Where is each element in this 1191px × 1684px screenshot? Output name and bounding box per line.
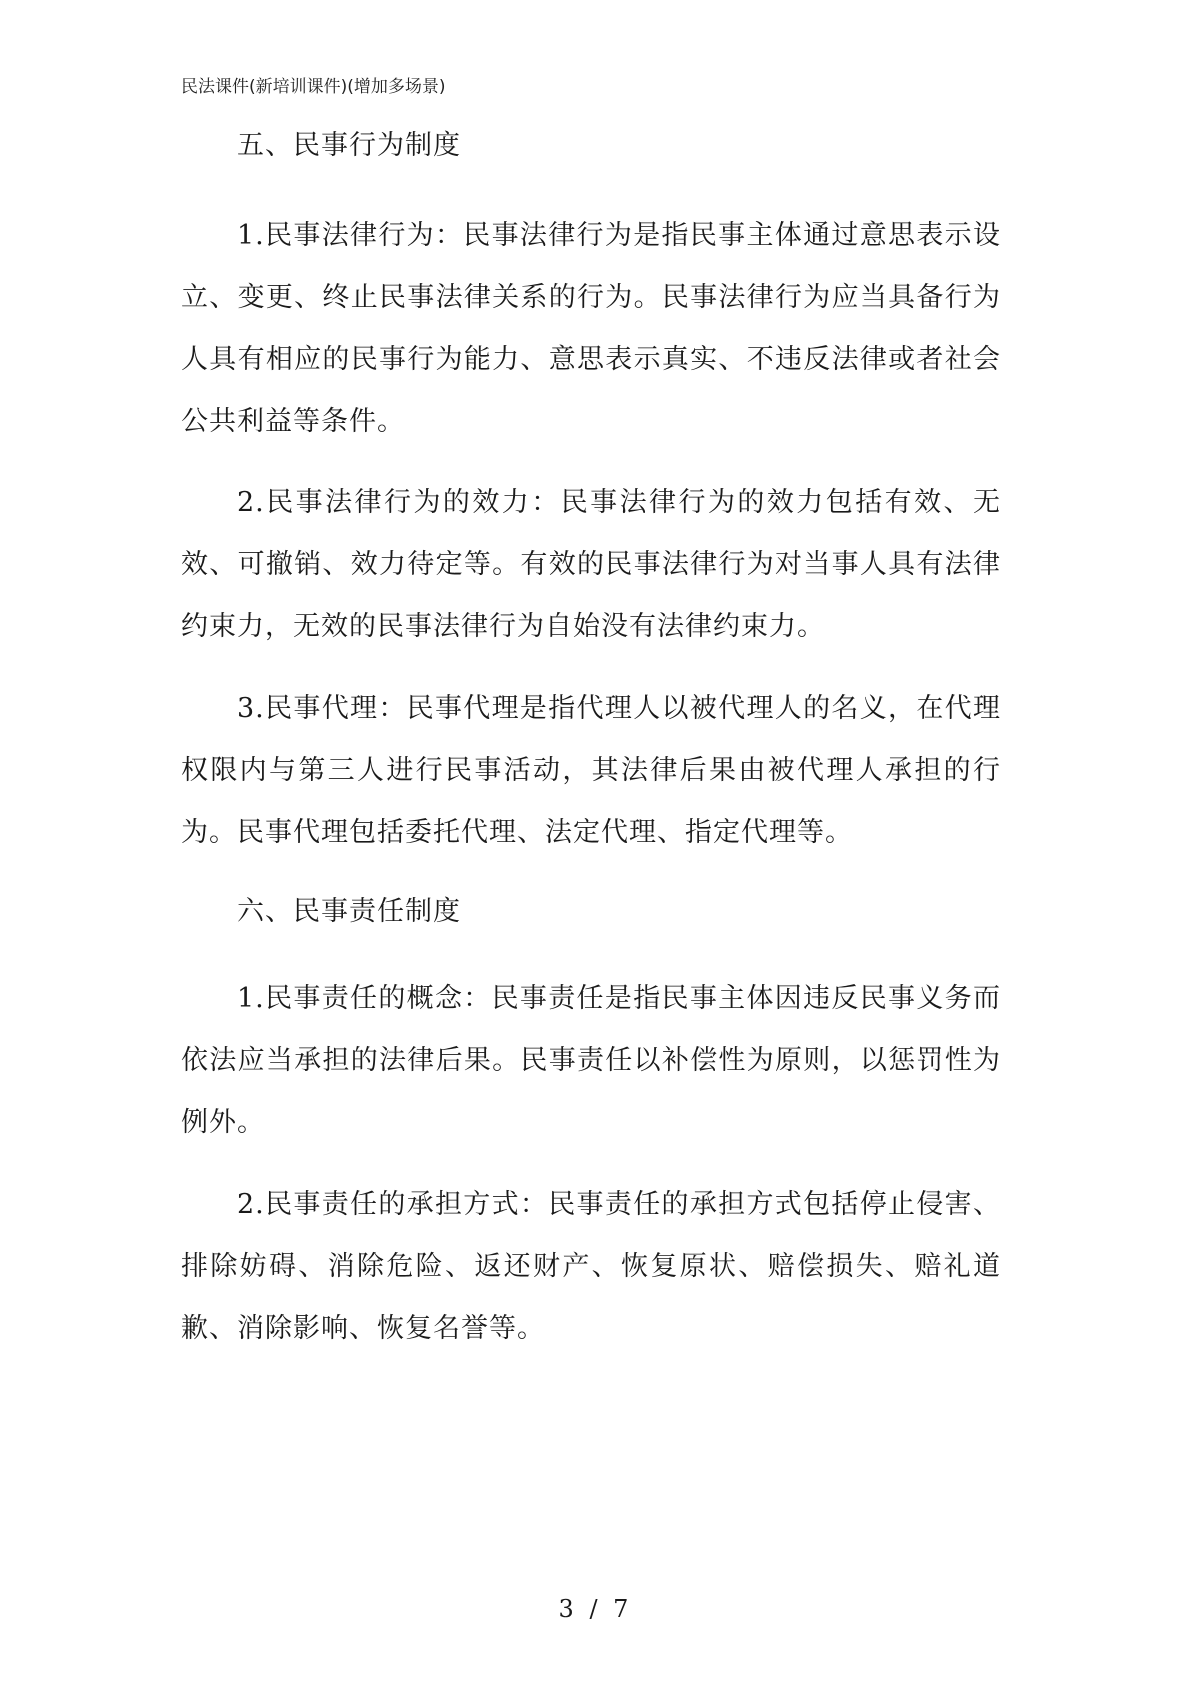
section-heading-civil-acts: 五、民事行为制度: [237, 130, 461, 161]
page-number: 3 / 7: [558, 1595, 633, 1623]
paragraph-civil-agency: 3.民事代理：民事代理是指代理人以被代理人的名义，在代理权限内与第三人进行民事活动，其法律后果由被代理人承担的行为。民事代理包括委托代理、法定代理、指定代理等。: [181, 693, 1001, 848]
page-header: 民法课件(新培训课件)(增加多场景): [181, 77, 446, 97]
paragraph-liability-methods: 2.民事责任的承担方式：民事责任的承担方式包括停止侵害、排除妨碍、消除危险、返还财产、恢复原状、赔偿损失、赔礼道歉、消除影响、恢复名誉等。: [181, 1189, 1001, 1344]
paragraph-legal-act-validity: 2.民事法律行为的效力：民事法律行为的效力包括有效、无效、可撤销、效力待定等。有效的民事法律行为对当事人具有法律约束力，无效的民事法律行为自始没有法律约束力。: [181, 487, 1001, 642]
paragraph-liability-concept: 1.民事责任的概念：民事责任是指民事主体因违反民事义务而依法应当承担的法律后果。民事责任以补偿性为原则，以惩罚性为例外。: [181, 983, 1001, 1138]
paragraph-civil-legal-act: 1.民事法律行为：民事法律行为是指民事主体通过意思表示设立、变更、终止民事法律关系的行为。民事法律行为应当具备行为人具有相应的民事行为能力、意思表示真实、不违反法律或者社会公共利益等条件。: [181, 220, 1001, 437]
section-heading-civil-liability: 六、民事责任制度: [237, 896, 461, 927]
